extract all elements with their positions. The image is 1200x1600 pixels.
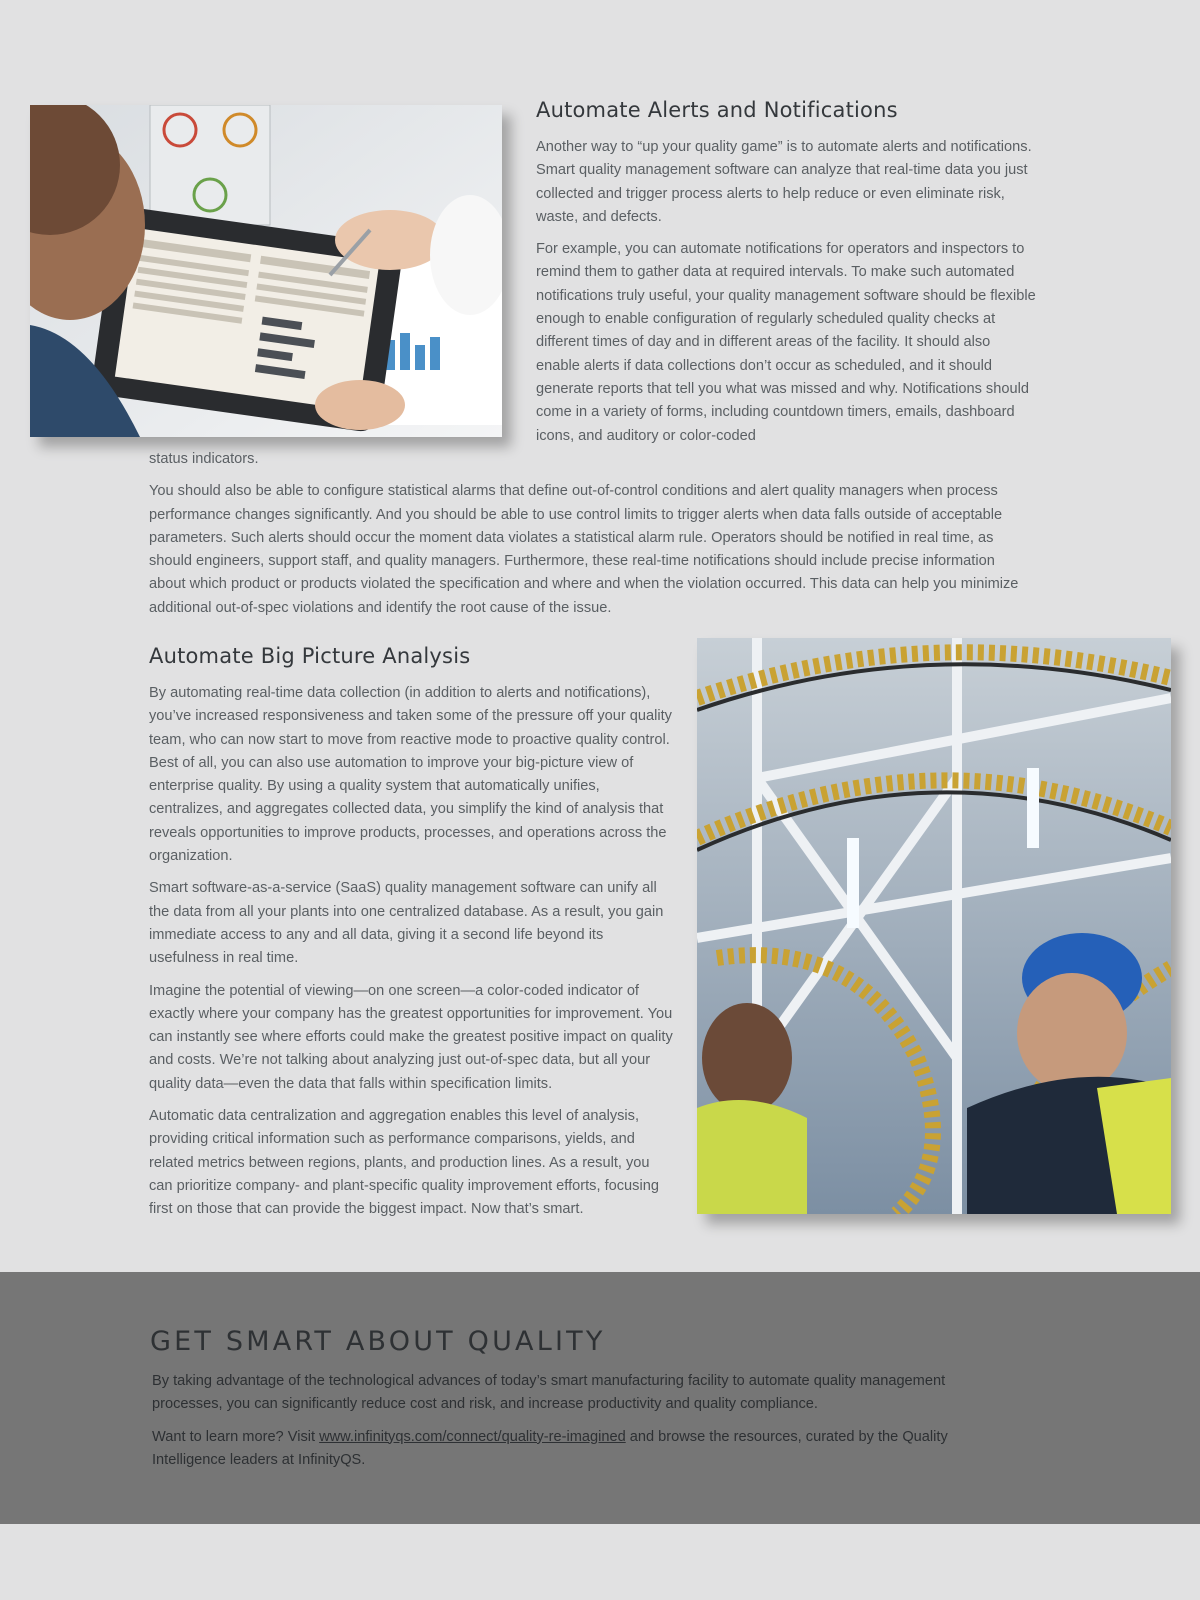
cta-text-before-link: Want to learn more? Visit (152, 1428, 320, 1445)
paragraph: Another way to “up your quality game” is to automate alerts and notifications. Smart quality management software can analyze that real-time data you just collected and trigger process alerts to help reduce or even eliminate risk, waste, and defects. (536, 139, 1032, 225)
paragraph: By automating real-time data collection (in addition to alerts and notifications), you’ve increased responsiveness and taken some of the pressure off your quality team, who can now start to move from reactive mode to proactive quality control. Best of all, you can also use automation to improve your big-picture view of enterprise quality. By using a quality system that automatically unifies, centralizes, and aggregates collected data, you simplify the kind of analysis that reveals opportunities to improve products, processes, and operations across the organization. (149, 685, 672, 865)
cta-title: GET SMART ABOUT QUALITY (150, 1326, 606, 1357)
cta-paragraph-learn-more (152, 1426, 1012, 1473)
tablet-dashboard-photo (30, 105, 502, 437)
cta-text (152, 1370, 1012, 1481)
factory-conveyor-photo (697, 638, 1171, 1214)
section-alerts-text-full (149, 448, 1035, 629)
section-big-picture-text (149, 682, 673, 1231)
cta-text-after-link: and browse the resources, curated by the Quality Intelligence leaders at InfinityQS. (152, 1428, 948, 1468)
section-heading-alerts: Automate Alerts and Notifications (536, 98, 898, 122)
cta-paragraph: By taking advantage of the technological advances of today’s smart manufacturing facility to automate quality management processes, you can significantly reduce cost and risk, and increase productivity and quality compliance. (152, 1373, 946, 1413)
cta-band (0, 1272, 1200, 1524)
paragraph: Automatic data centralization and aggregation enables this level of analysis, providing critical information such as performance comparisons, yields, and related metrics between regions, plants, and production lines. As a result, you can prioritize company- and plant-specific quality improvement efforts, focusing first on those that can provide the biggest impact. Now that’s smart. (149, 1108, 659, 1218)
section-alerts-text-right (536, 136, 1036, 457)
paragraph: For example, you can automate notifications for operators and inspectors to remind them to gather data at required intervals. To make such automated notifications truly useful, your quality management software should be flexible enough to enable configuration of regularly scheduled quality checks at different times of day and in different areas of the facility. It should also enable alerts if data collections don’t occur as scheduled, and it should generate reports that tell you what was missed and why. Notifications should come in a variety of forms, including countdown timers, emails, dashboard icons, and auditory or color-coded (536, 241, 1036, 444)
section-heading-big-picture: Automate Big Picture Analysis (149, 644, 471, 668)
paragraph: Smart software-as-a-service (SaaS) quality management software can unify all the data from all your plants into one centralized database. As a result, you gain immediate access to any and all data, giving it a second life beyond its usefulness in real time. (149, 880, 664, 967)
quality-re-imagined-link[interactable]: www.infinityqs.com/connect/quality-re-imagined (319, 1428, 626, 1445)
paragraph: Imagine the potential of viewing—on one screen—a color-coded indicator of exactly where your company has the greatest opportunities for improvement. You can instantly see where efforts could make the greatest positive impact on quality and costs. We’re not talking about analyzing just out-of-spec data, but all your quality data—even the data that falls within specification limits. (149, 982, 673, 1092)
paragraph: status indicators. (149, 451, 259, 467)
paragraph: You should also be able to configure statistical alarms that define out-of-control conditions and alert quality managers when process performance changes significantly. And you should be able to use control limits to trigger alerts when data falls outside of acceptable parameters. Such alerts should occur the moment data violates a statistical alarm rule. Operators should be notified in real time, as should engineers, support staff, and quality managers. Furthermore, these real-time notifications should include precise information about which product or products violated the specification and where and when the violation occurred. This data can help you minimize additional out-of-spec violations and identify the root cause of the issue. (149, 483, 1019, 616)
